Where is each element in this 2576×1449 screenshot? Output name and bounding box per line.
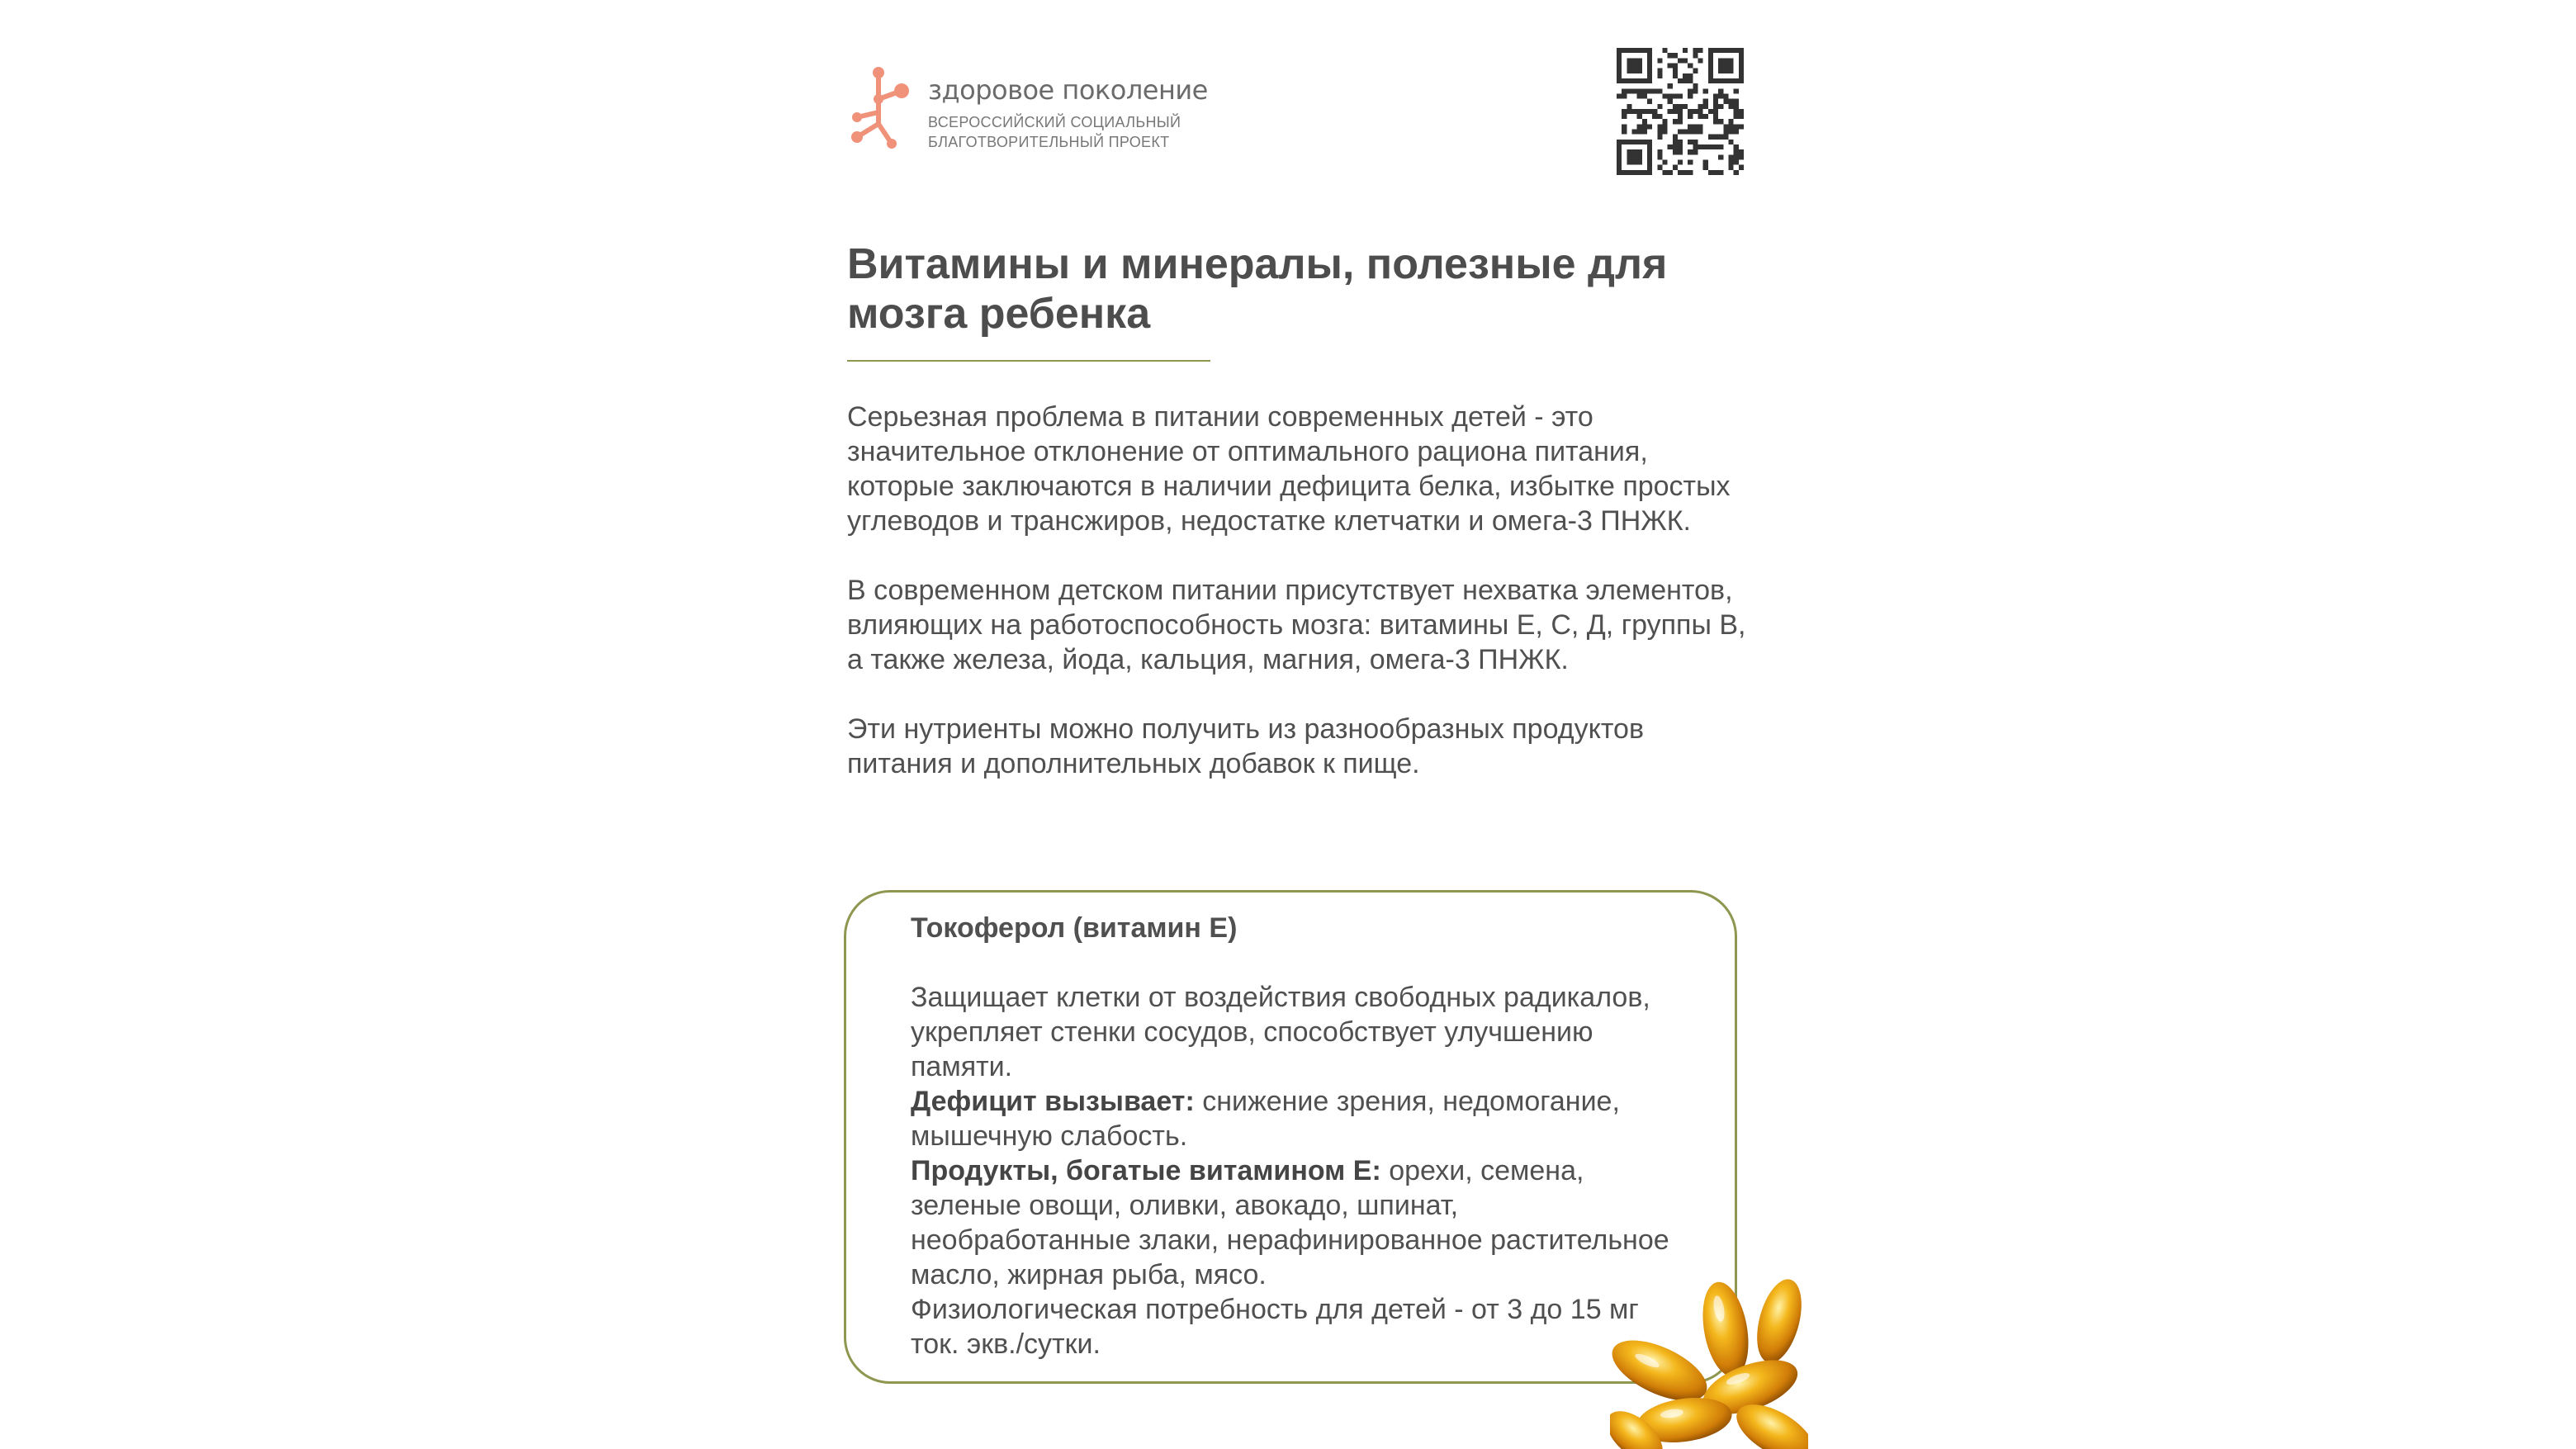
title-underline [847,360,1210,362]
brand-logo [845,66,1225,157]
deficit-text: снижение зрения, недомогание, мышечную слабость. [911,1086,1620,1152]
vitamin-deficit [911,1084,1670,1153]
vitamin-card-content [911,911,1670,1361]
page-title: Витамины и минералы, полезные для мозга ребенка [847,240,1668,338]
vitamin-card [844,890,1737,1384]
intro-paragraph: Эти нутриенты можно получить из разнообразных продуктов питания и дополнительных добавок к пище. [847,713,1645,779]
intro-paragraph: В современном детском питании присутствует нехватка элементов, влияющих на работоспособность мозга: витамины Е, С, Д, группы В, а также железа, йода, кальция, магния, омега-3 ПНЖК. [847,575,1746,675]
brand-tagline-line1: ВСЕРОССИЙСКИЙ СОЦИАЛЬНЫЙ [928,114,1181,130]
intro-text [847,400,1747,816]
vitamin-card-title: Токоферол (витамин Е) [911,912,1238,944]
vitamin-requirement: Физиологическая потребность для детей - от 3 до 15 мг ток. экв./сутки. [911,1294,1639,1360]
vitamin-products [911,1153,1670,1292]
brand-tagline-line2: БЛАГОТВОРИТЕЛЬНЫЙ ПРОЕКТ [928,134,1170,150]
qr-code[interactable] [1617,48,1744,175]
intro-paragraph: Серьезная проблема в питании современных детей - это значительное отклонение от оптимального рациона питания, которые заключаются в наличии дефицита белка, избытке простых углеводов и трансжиров, недостатке клетчатки и омега-3 ПНЖК. [847,401,1731,537]
brand-name: здоровое поколение [928,74,1208,106]
products-label: Продукты, богатые витамином Е: [911,1155,1381,1186]
products-text: орехи, семена, зеленые овощи, оливки, авокадо, шпинат, необработанные злаки, нерафинированное растительное масло, жирная рыба, мясо. [911,1155,1669,1290]
deficit-label: Дефицит вызывает: [911,1086,1195,1117]
vitamin-capsules-image [1610,1271,1808,1449]
vitamin-description: Защищает клетки от воздействия свободных радикалов, укрепляет стенки сосудов, способствует улучшению памяти. [911,982,1650,1082]
brand-tagline [928,112,1181,152]
molecule-logo-icon [845,66,913,149]
